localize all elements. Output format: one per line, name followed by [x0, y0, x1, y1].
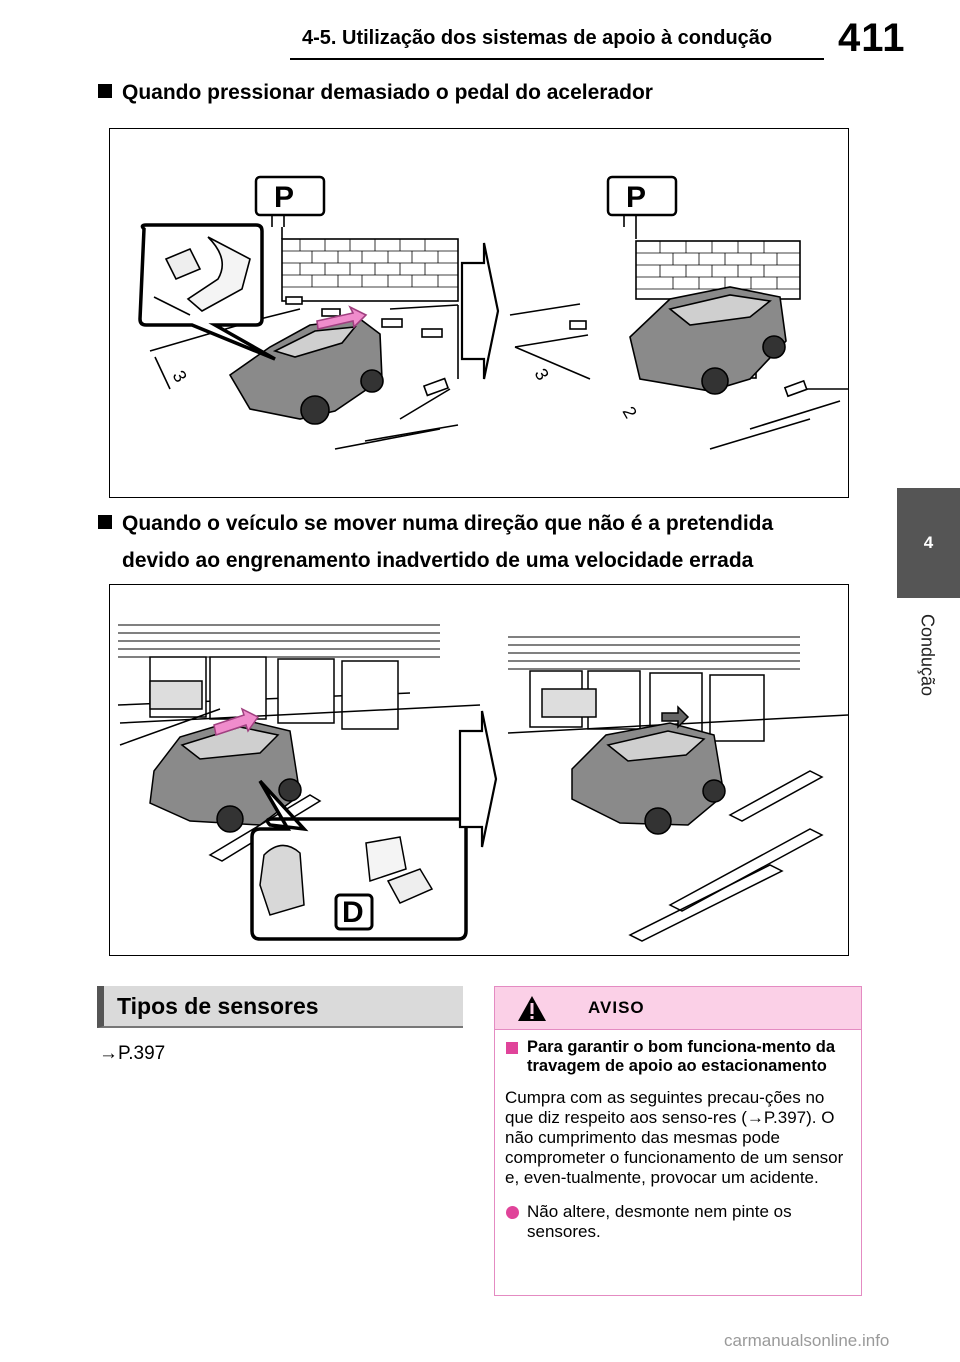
chapter-number: 4	[923, 533, 934, 552]
vending-machines-left	[150, 681, 202, 709]
section-bar-title: Tipos de sensores	[117, 993, 319, 1019]
warning-box-header	[495, 987, 861, 1030]
transition-arrow-icon	[462, 243, 498, 379]
site-watermark: carmanualsonline.info	[724, 1331, 890, 1350]
pink-square-bullet-icon	[506, 1042, 518, 1054]
warning-subheading	[504, 1038, 851, 1076]
space-label-3-right: 3	[530, 365, 553, 384]
parking-sign-letter-right: P	[626, 181, 647, 214]
section-bar-sensor-types	[97, 986, 463, 1028]
warning-paragraph: Cumpra com as seguintes precau-ções no que diz respeito aos senso-res (→P.397). O não cumprimento das mesmas pode comprometer o funcionamento de um sensor e, even-tualmente, provocar um acidente.	[505, 1088, 844, 1187]
storefront-illustration	[110, 585, 848, 955]
gear-letter-d: D	[342, 896, 364, 929]
chapter-label: Condução	[917, 614, 938, 697]
warning-box	[494, 986, 862, 1296]
section-heading-accelerator	[98, 74, 653, 111]
header-rule	[290, 58, 824, 60]
shift-lever-icon	[260, 845, 304, 915]
vending-machines-right	[542, 689, 596, 717]
pink-dot-bullet-icon	[506, 1206, 519, 1219]
running-header-title: 4-5. Utilização dos sistemas de apoio à condução	[302, 27, 773, 49]
warning-triangle-icon	[517, 995, 547, 1022]
parking-lot-illustration	[110, 129, 848, 497]
page-reference-link[interactable]: →P.397	[99, 1043, 166, 1064]
transition-arrow-icon	[460, 711, 496, 847]
warning-box-title: AVISO	[588, 998, 645, 1017]
illustration-accelerator-overpress	[109, 128, 849, 498]
page-number: 411	[838, 16, 906, 60]
section-heading-text-line1: Quando o veículo se mover numa direção que não é a pretendida	[122, 512, 774, 535]
space-label-3-left: 3	[168, 367, 191, 386]
warning-bullet-text: Não altere, desmonte nem pinte os sensores.	[527, 1202, 792, 1241]
warning-bullet-item	[504, 1202, 851, 1242]
square-bullet-icon	[98, 84, 112, 98]
warning-box-body	[504, 1038, 851, 1242]
section-heading-wrong-gear	[98, 505, 773, 579]
chapter-tab	[897, 488, 960, 598]
space-label-2-right: 2	[618, 403, 641, 422]
parking-sign-letter-left: P	[274, 181, 295, 214]
illustration-wrong-gear	[109, 584, 849, 956]
brick-wall-left	[282, 239, 458, 301]
section-heading-text: Quando pressionar demasiado o pedal do acelerador	[122, 81, 653, 104]
section-heading-text-line2: devido ao engrenamento inadvertido de uma velocidade errada	[122, 549, 754, 572]
square-bullet-icon	[98, 515, 112, 529]
warning-subheading-text: Para garantir o bom funciona-mento da travagem de apoio ao estacionamento	[527, 1038, 836, 1075]
